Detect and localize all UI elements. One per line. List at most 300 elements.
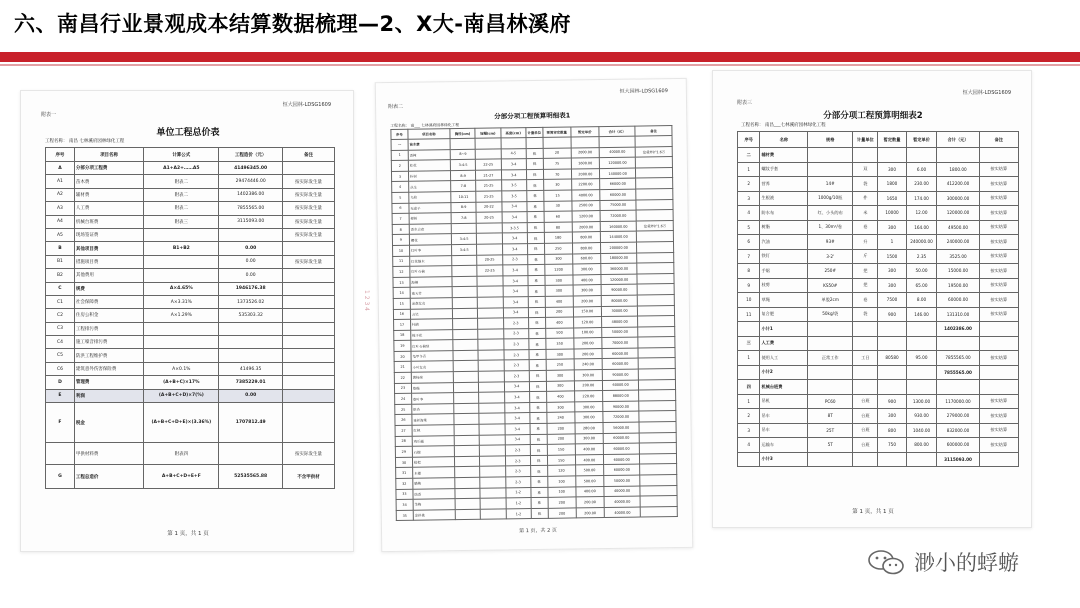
- table-cell: 株: [531, 498, 548, 509]
- table-cell: 350: [546, 338, 574, 349]
- doc1-title: 单位工程总价表: [156, 128, 220, 138]
- table-cell: [937, 336, 979, 351]
- table-cell: 3-4: [501, 159, 526, 170]
- table-cell: [599, 136, 636, 147]
- table-cell: 3-4: [503, 296, 528, 307]
- table-cell: 40000.00: [604, 507, 641, 518]
- table-cell: [478, 307, 503, 318]
- table-cell: 9: [392, 235, 409, 246]
- table-row: [738, 249, 1019, 264]
- table-cell: 株: [527, 190, 544, 201]
- table-cell: C6: [46, 362, 75, 375]
- table-cell: [479, 382, 504, 393]
- table-row: [738, 177, 1019, 192]
- table-cell: [979, 322, 1018, 337]
- table-cell: 200000.00: [600, 242, 637, 253]
- doc2-project-name: 工程名称： 南___ 七林溪府园林绿化工程: [390, 122, 460, 128]
- table-cell: 3-2': [808, 249, 853, 264]
- table-cell: 按实结算: [979, 307, 1018, 322]
- table-row: [738, 394, 1019, 409]
- table-cell: 2500.00: [572, 200, 600, 211]
- table-cell: 株: [529, 349, 546, 360]
- table-cell: 300: [546, 381, 574, 392]
- table-cell: 3-4: [503, 307, 528, 318]
- table-cell: 8-9: [451, 202, 476, 213]
- table-cell: 25: [395, 404, 412, 415]
- table-row: [738, 423, 1019, 438]
- table-cell: 株: [529, 381, 546, 392]
- table-cell: 22: [394, 372, 411, 383]
- table-cell: 7500: [878, 293, 906, 308]
- table-cell: [906, 380, 937, 395]
- table-cell: [480, 466, 505, 477]
- table-cell: 150: [547, 455, 575, 466]
- table-cell: 26: [395, 415, 412, 426]
- table-cell: [638, 337, 675, 348]
- table-cell: [637, 252, 674, 263]
- table-cell: 900: [878, 394, 906, 409]
- table-cell: 0.00: [219, 389, 283, 402]
- table-cell: 株: [528, 264, 545, 275]
- table-cell: 90000.00: [601, 284, 638, 295]
- table-cell: [455, 509, 480, 520]
- table-cell: 紫薇: [411, 382, 453, 393]
- table-cell: [450, 138, 475, 149]
- table-cell: 300: [545, 285, 573, 296]
- table-cell: 19500.00: [937, 278, 979, 293]
- table-cell: 200: [548, 497, 576, 508]
- table-cell: 榉树: [409, 213, 451, 224]
- table-cell: 株: [530, 455, 547, 466]
- table-cell: 90000.00: [602, 369, 639, 380]
- table-cell: C4: [46, 336, 75, 349]
- table-cell: 60000.00: [603, 443, 640, 454]
- table-cell: 200.00: [574, 380, 602, 391]
- table-cell: C: [46, 282, 75, 295]
- table-cell: [979, 452, 1018, 467]
- table-cell: 300.00: [575, 433, 603, 444]
- table-cell: 50000.00: [604, 475, 641, 486]
- table-row: [46, 255, 335, 268]
- table-cell: 800: [878, 423, 906, 438]
- table-cell: 杜鹃: [410, 319, 452, 330]
- table-cell: [906, 336, 937, 351]
- table-cell: [454, 435, 479, 446]
- table-cell: [455, 477, 480, 488]
- table-cell: 180000.00: [601, 253, 638, 264]
- table-cell: 250#: [808, 264, 853, 279]
- table-cell: 南天竹: [410, 287, 452, 298]
- table-cell: 120.00: [573, 317, 601, 328]
- table-cell: 400: [545, 317, 573, 328]
- table-cell: 832000.00: [937, 423, 979, 438]
- table-cell: 8: [392, 224, 409, 235]
- table-cell: 3-4: [501, 169, 526, 180]
- table-cell: 按实结算: [979, 438, 1018, 453]
- doc2-header-code: 恒大园林-LDSG1609: [619, 88, 668, 95]
- table-cell: 80000.00: [601, 295, 638, 306]
- table-cell: 0.00: [219, 269, 283, 282]
- table-cell: 146.00: [906, 307, 937, 322]
- table-cell: 盆栽养护1.6万: [636, 146, 673, 157]
- table-cell: 2-3: [505, 466, 530, 477]
- doc3-column-header: 名称: [760, 132, 808, 148]
- doc3-column-header: 合计（元）: [937, 132, 979, 148]
- table-cell: 株: [527, 222, 544, 233]
- table-cell: 香水合欢: [409, 223, 451, 234]
- table-cell: [808, 365, 853, 380]
- table-cell: 按实结算: [979, 409, 1018, 424]
- table-cell: 200: [547, 423, 575, 434]
- table-cell: 其他项目费: [74, 242, 143, 255]
- table-cell: 按实结算: [979, 220, 1018, 235]
- table-row: [46, 336, 335, 349]
- table-cell: 52535565.88: [219, 465, 283, 489]
- table-cell: 279000.00: [937, 409, 979, 424]
- table-cell: 2-3: [504, 371, 529, 382]
- title-red-line: [0, 64, 1080, 66]
- doc1-column-header: 计算公式: [144, 148, 219, 162]
- table-cell: 1-2: [506, 498, 531, 509]
- document-summary-table: [20, 90, 354, 552]
- table-cell: 2-3: [503, 328, 528, 339]
- table-cell: 社会保障费: [74, 295, 143, 308]
- table-cell: 四: [738, 380, 760, 395]
- doc2-column-header: 预算审定数量: [543, 127, 571, 137]
- table-row: [738, 220, 1019, 235]
- table-cell: 按实结算: [979, 423, 1018, 438]
- table-cell: [853, 365, 878, 380]
- table-cell: 60000.00: [603, 433, 640, 444]
- table-cell: 按实结算: [979, 235, 1018, 250]
- table-cell: [638, 316, 675, 327]
- table-row: [738, 438, 1019, 453]
- table-cell: 140000.00: [599, 168, 636, 179]
- doc1-column-header: 工程造价（元）: [219, 148, 283, 162]
- table-cell: 6.00: [906, 162, 937, 177]
- table-cell: 按实结算: [979, 191, 1018, 206]
- table-cell: 80: [544, 222, 572, 233]
- table-cell: 7: [738, 249, 760, 264]
- table-cell: 辅材费: [74, 188, 143, 201]
- table-cell: 25T: [808, 423, 853, 438]
- table-cell: 税金: [74, 403, 143, 443]
- table-cell: 500: [545, 328, 573, 339]
- watermark: [866, 544, 1019, 580]
- table-cell: 紫叶李: [411, 393, 453, 404]
- table-cell: 建筑意外伤害保险费: [74, 362, 143, 375]
- table-row: [738, 351, 1019, 366]
- table-cell: 100: [547, 476, 575, 487]
- table-cell: 5T: [808, 438, 853, 453]
- table-cell: 1402386.00: [937, 322, 979, 337]
- table-cell: 2-3: [505, 477, 530, 488]
- table-cell: 株: [527, 243, 544, 254]
- table-cell: 3-4: [504, 413, 529, 424]
- table-row: [738, 452, 1019, 467]
- table-cell: [455, 498, 480, 509]
- table-cell: A×1.29%: [144, 309, 219, 322]
- table-cell: [282, 349, 334, 362]
- table-cell: 20-22: [476, 202, 501, 213]
- table-cell: 60000.00: [602, 380, 639, 391]
- table-cell: 按实结算: [979, 264, 1018, 279]
- table-cell: 500.00: [575, 465, 603, 476]
- table-cell: 3-4-5: [450, 159, 475, 170]
- table-row: [46, 228, 335, 241]
- doc1-header-appendix: 附表一: [41, 112, 57, 118]
- table-cell: 株: [530, 445, 547, 456]
- table-cell: 株: [526, 169, 543, 180]
- table-cell: 300000.00: [937, 191, 979, 206]
- table-cell: 鸡爪槭: [412, 435, 454, 446]
- table-cell: [454, 414, 479, 425]
- document-detail-table-2: [712, 70, 1032, 528]
- table-cell: 按实际发生量: [282, 188, 334, 201]
- table-row: [46, 362, 335, 375]
- table-cell: 3-4: [501, 201, 526, 212]
- table-cell: 1-2: [506, 508, 531, 519]
- table-cell: 280.00: [575, 423, 603, 434]
- table-cell: 41496.35: [219, 362, 283, 375]
- table-row: [46, 215, 335, 228]
- table-cell: 13: [393, 277, 410, 288]
- table-cell: 结香: [413, 488, 455, 499]
- table-cell: [479, 413, 504, 424]
- table-row: [738, 380, 1019, 395]
- table-cell: [479, 403, 504, 414]
- table-cell: 3-4: [502, 244, 527, 255]
- table-cell: [906, 148, 937, 163]
- table-cell: 400: [545, 296, 573, 307]
- table-cell: [479, 424, 504, 435]
- table-cell: 1200: [544, 264, 572, 275]
- table-cell: [144, 255, 219, 268]
- table-cell: 按实结算: [979, 351, 1018, 366]
- table-cell: 300: [878, 278, 906, 293]
- table-cell: [453, 329, 478, 340]
- doc1-table: [45, 147, 335, 489]
- table-cell: [453, 361, 478, 372]
- table-row: [738, 162, 1019, 177]
- table-cell: 535303.32: [219, 309, 283, 322]
- table-cell: 8.00: [906, 293, 937, 308]
- table-cell: 茶梅: [413, 499, 455, 510]
- table-cell: [454, 456, 479, 467]
- table-cell: 60000.00: [603, 454, 640, 465]
- table-cell: 4-5: [501, 148, 526, 159]
- table-row: [738, 148, 1019, 163]
- table-cell: [219, 349, 283, 362]
- table-cell: 株: [529, 328, 546, 339]
- table-cell: 卷: [853, 220, 878, 235]
- doc2-column-header: 合计（元）: [599, 126, 636, 137]
- doc1-header-row: [46, 148, 335, 162]
- table-cell: 3-4-5: [452, 244, 477, 255]
- table-cell: (A+B+C+D)×7(%): [144, 389, 219, 402]
- table-cell: [475, 138, 500, 149]
- table-cell: 复合肥: [760, 307, 808, 322]
- table-cell: 80580: [878, 351, 906, 366]
- table-cell: 株: [529, 360, 546, 371]
- table-cell: 附表三: [144, 215, 219, 228]
- table-cell: 3-4: [502, 265, 527, 276]
- doc2-column-header: 计量单位: [526, 127, 543, 137]
- table-cell: [878, 365, 906, 380]
- table-cell: 300: [544, 253, 572, 264]
- table-row: [738, 278, 1019, 293]
- table-cell: 人工费: [760, 336, 808, 351]
- table-cell: [637, 284, 674, 295]
- table-cell: [979, 148, 1018, 163]
- table-row: [46, 175, 335, 188]
- table-cell: C1: [46, 295, 75, 308]
- table-row: [738, 206, 1019, 221]
- table-cell: 300: [878, 409, 906, 424]
- doc3-column-header: 规格: [808, 132, 853, 148]
- table-cell: [738, 322, 760, 337]
- table-cell: [219, 443, 283, 465]
- table-cell: [639, 411, 676, 422]
- table-cell: [451, 223, 476, 234]
- table-cell: 株: [530, 423, 547, 434]
- table-cell: 台班: [853, 394, 878, 409]
- table-cell: E: [46, 389, 75, 402]
- table-cell: C3: [46, 322, 75, 335]
- table-cell: 1200.00: [572, 211, 600, 222]
- doc3-header-row: [738, 132, 1019, 148]
- table-cell: 800.00: [906, 438, 937, 453]
- table-cell: 90000.00: [603, 401, 640, 412]
- table-cell: 株: [529, 339, 546, 350]
- table-cell: 2-3: [503, 318, 528, 329]
- doc1-column-header: 备注: [282, 148, 334, 162]
- table-cell: [46, 443, 75, 465]
- table-cell: 40000.00: [604, 496, 641, 507]
- table-cell: 60000.00: [603, 464, 640, 475]
- table-cell: [636, 178, 673, 189]
- table-cell: 小计2: [760, 365, 808, 380]
- doc1-header-code: 恒大园林-LDSG1609: [282, 102, 331, 108]
- table-cell: 株: [530, 466, 547, 477]
- table-cell: [478, 360, 503, 371]
- table-cell: [526, 137, 543, 148]
- table-cell: 12.00: [906, 206, 937, 221]
- table-cell: 按实际发生量: [282, 443, 334, 465]
- doc2-column-header: 备注: [635, 126, 672, 137]
- table-cell: 28: [395, 436, 412, 447]
- table-cell: [478, 339, 503, 350]
- table-cell: A5: [46, 228, 75, 241]
- table-cell: 32: [396, 478, 413, 489]
- table-cell: [638, 326, 675, 337]
- table-cell: [641, 506, 678, 517]
- table-cell: [738, 452, 760, 467]
- table-row: [738, 191, 1019, 206]
- table-cell: 4000.00: [572, 190, 600, 201]
- table-cell: 11: [738, 307, 760, 322]
- table-cell: 2: [738, 409, 760, 424]
- table-cell: [808, 148, 853, 163]
- table-cell: [282, 403, 334, 443]
- table-cell: 2-3: [503, 339, 528, 350]
- table-cell: 机械台班费: [74, 215, 143, 228]
- table-cell: 栀子花: [411, 329, 453, 340]
- doc3-column-header: 暂定数量: [878, 132, 906, 148]
- table-cell: [571, 137, 599, 148]
- table-cell: 500.00: [576, 476, 604, 487]
- doc2-column-header: 序号: [391, 129, 408, 139]
- table-cell: [637, 241, 674, 252]
- table-cell: 70000.00: [602, 337, 639, 348]
- table-cell: [906, 452, 937, 467]
- table-cell: 2-3: [504, 360, 529, 371]
- table-cell: 1: [738, 394, 760, 409]
- table-cell: 75000.00: [600, 200, 637, 211]
- table-cell: 6: [392, 203, 409, 214]
- table-cell: 2-3: [505, 445, 530, 456]
- table-cell: [638, 347, 675, 358]
- table-cell: [478, 350, 503, 361]
- table-cell: [477, 233, 502, 244]
- table-cell: 120000.00: [599, 157, 636, 168]
- table-cell: 200: [548, 508, 576, 519]
- table-cell: 吊机: [760, 394, 808, 409]
- table-cell: 200.00: [574, 338, 602, 349]
- table-cell: 吊车: [760, 423, 808, 438]
- table-cell: [639, 379, 676, 390]
- table-cell: 10-11: [451, 191, 476, 202]
- table-cell: [808, 336, 853, 351]
- table-cell: 34: [396, 499, 413, 510]
- table-cell: [808, 380, 853, 395]
- table-cell: 200.00: [574, 348, 602, 359]
- table-cell: 48000.00: [601, 316, 638, 327]
- table-cell: [144, 336, 219, 349]
- table-cell: 3-4: [504, 381, 529, 392]
- table-cell: 12: [393, 266, 410, 277]
- table-cell: 33: [396, 489, 413, 500]
- table-cell: 4: [738, 206, 760, 221]
- table-cell: 1500: [878, 249, 906, 264]
- table-cell: 按实结算: [979, 278, 1018, 293]
- table-cell: 2000.00: [571, 168, 599, 179]
- table-cell: F: [46, 403, 75, 443]
- table-cell: 运输车: [760, 438, 808, 453]
- table-cell: 3115093.00: [219, 215, 283, 228]
- table-cell: 不含甲供材: [282, 465, 334, 489]
- table-cell: 把: [853, 264, 878, 279]
- table-cell: [636, 167, 673, 178]
- table-cell: 2-3: [505, 455, 530, 466]
- table-cell: [477, 286, 502, 297]
- table-cell: [452, 287, 477, 298]
- table-row: [738, 322, 1019, 337]
- table-cell: 75: [543, 158, 571, 169]
- table-cell: [640, 475, 677, 486]
- table-cell: [906, 365, 937, 380]
- table-cell: 300.00: [575, 401, 603, 412]
- table-cell: 0.00: [219, 242, 283, 255]
- table-cell: [640, 453, 677, 464]
- table-cell: [878, 336, 906, 351]
- table-cell: 樱花: [409, 234, 451, 245]
- table-cell: 600.00: [572, 253, 600, 264]
- document-detail-table-1: [375, 78, 694, 552]
- table-cell: 120: [547, 465, 575, 476]
- table-cell: 木槿: [412, 467, 454, 478]
- table-cell: 草绳: [760, 293, 808, 308]
